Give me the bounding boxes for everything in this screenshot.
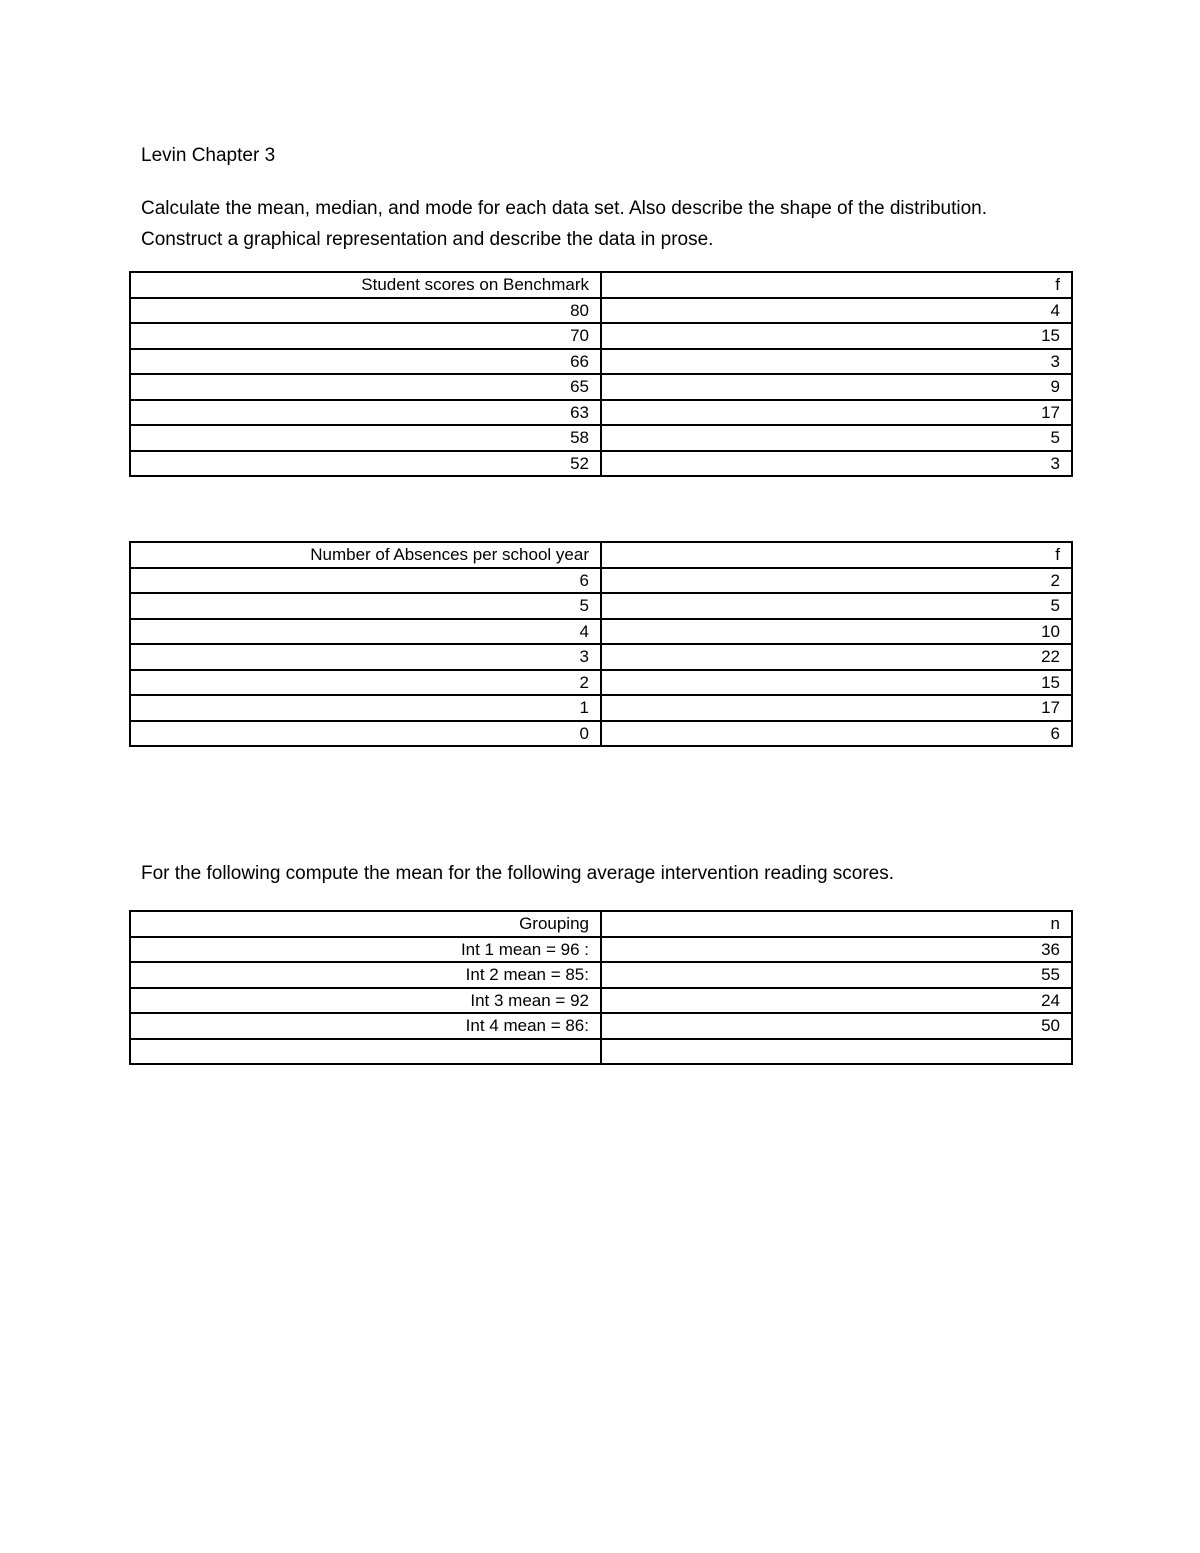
table-row (130, 670, 1072, 696)
table-row (130, 298, 1072, 324)
page-title: Levin Chapter 3 (141, 145, 276, 166)
table-cell: 2 (601, 568, 1072, 594)
table-header-row (130, 542, 1072, 568)
table-cell: 5 (130, 593, 601, 619)
table-cell: 5 (601, 593, 1072, 619)
table-row (130, 593, 1072, 619)
table-row (130, 425, 1072, 451)
table-cell: 3 (601, 349, 1072, 375)
table-row (130, 568, 1072, 594)
table-cell: 24 (601, 988, 1072, 1014)
table-row (130, 721, 1072, 747)
instruction-line: Calculate the mean, median, and mode for each data set. Also describe the shape of the distribution. (141, 198, 988, 219)
table-cell: 70 (130, 323, 601, 349)
table-cell: 66 (130, 349, 601, 375)
table-row (130, 374, 1072, 400)
table-row (130, 619, 1072, 645)
table-row (130, 1039, 1072, 1065)
table-cell (130, 1039, 601, 1065)
intervention-means-table (129, 910, 1073, 1065)
table-header-row (130, 911, 1072, 937)
header-cell: f (601, 272, 1072, 298)
header-cell: Grouping (130, 911, 601, 937)
table-cell: 2 (130, 670, 601, 696)
table-row (130, 644, 1072, 670)
table-cell: 15 (601, 670, 1072, 696)
table-cell: 4 (601, 298, 1072, 324)
table-cell: Int 4 mean = 86: (130, 1013, 601, 1039)
table-cell: 50 (601, 1013, 1072, 1039)
table-cell: 6 (601, 721, 1072, 747)
table-cell: 3 (130, 644, 601, 670)
table-cell: 80 (130, 298, 601, 324)
instructions (141, 193, 987, 255)
instruction-line: Construct a graphical representation and describe the data in prose. (141, 229, 714, 250)
table-row (130, 988, 1072, 1014)
intervention-prompt: For the following compute the mean for the following average intervention reading scores. (141, 863, 895, 884)
table-cell: 0 (130, 721, 601, 747)
table-cell: 17 (601, 695, 1072, 721)
header-cell: Number of Absences per school year (130, 542, 601, 568)
table-cell: 3 (601, 451, 1072, 477)
table-row (130, 962, 1072, 988)
table-row (130, 937, 1072, 963)
table-cell: 9 (601, 374, 1072, 400)
table-cell: 36 (601, 937, 1072, 963)
table-cell: 5 (601, 425, 1072, 451)
table-cell: 63 (130, 400, 601, 426)
table-cell: Int 3 mean = 92 (130, 988, 601, 1014)
table-cell: 58 (130, 425, 601, 451)
table-cell: 10 (601, 619, 1072, 645)
absences-frequency-table (129, 541, 1073, 747)
table-row (130, 349, 1072, 375)
benchmark-frequency-table (129, 271, 1073, 477)
table-cell: Int 2 mean = 85: (130, 962, 601, 988)
table-cell: 22 (601, 644, 1072, 670)
table-row (130, 400, 1072, 426)
table-cell: 55 (601, 962, 1072, 988)
table-row (130, 1013, 1072, 1039)
table-cell: 65 (130, 374, 601, 400)
table-cell: 1 (130, 695, 601, 721)
header-cell: Student scores on Benchmark (130, 272, 601, 298)
header-cell: n (601, 911, 1072, 937)
table-row (130, 323, 1072, 349)
table-cell: 6 (130, 568, 601, 594)
table-row (130, 451, 1072, 477)
table-cell: 17 (601, 400, 1072, 426)
table-cell: Int 1 mean = 96 : (130, 937, 601, 963)
header-cell: f (601, 542, 1072, 568)
table-cell: 4 (130, 619, 601, 645)
table-header-row (130, 272, 1072, 298)
table-cell: 15 (601, 323, 1072, 349)
table-cell (601, 1039, 1072, 1065)
table-row (130, 695, 1072, 721)
table-cell: 52 (130, 451, 601, 477)
